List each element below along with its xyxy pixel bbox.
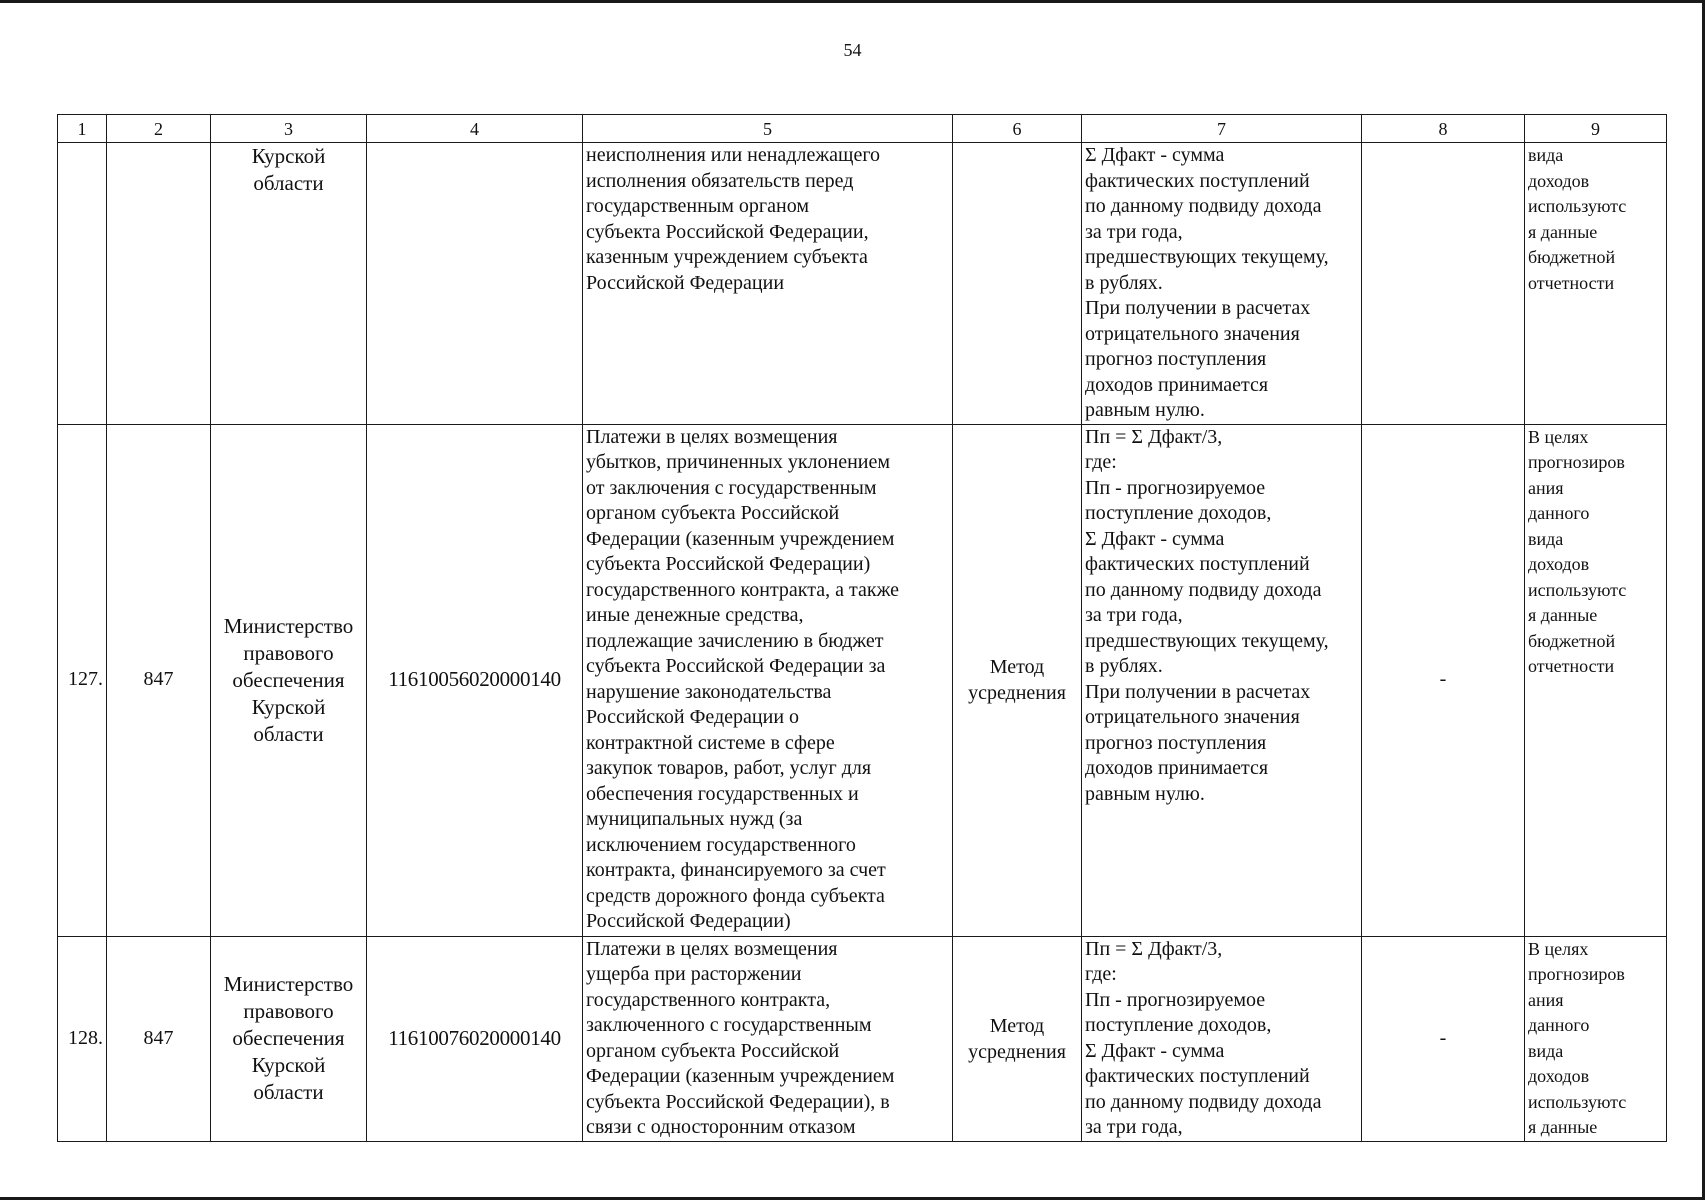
column-number: 9 xyxy=(1525,115,1667,143)
row-number-cell xyxy=(58,143,107,425)
column-number: 8 xyxy=(1362,115,1525,143)
column-number: 7 xyxy=(1082,115,1362,143)
column-8-cell: - xyxy=(1362,424,1525,936)
formula-cell: Пп = Σ Дфакт/3, где: Пп - прогнозируемое поступление доходов, Σ Дфакт - сумма фактических поступлений по данному подвиду дохода за три года, предшествующих текущему, в рублях. При получении в расчетах отрицательного значения прогноз поступления доходов принимается равным нулю. xyxy=(1082,424,1362,936)
method-cell: Метод усреднения xyxy=(953,936,1082,1141)
revenue-name-cell: Платежи в целях возмещения убытков, причиненных уклонением от заключения с государственным органом субъекта Российской Федерации (казенным учреждением субъекта Российской Федерации) государственного контракта, а также иные денежные средства, подлежащие зачислению в бюджет субъекта Российской Федерации за нарушение законодательства Российской Федерации о контрактной системе в сфере закупок товаров, работ, услуг для обеспечения государственных и муниципальных нужд (за исключением государственного контракта, финансируемого за счет средств дорожного фонда субъекта Российской Федерации) xyxy=(583,424,953,936)
column-number: 5 xyxy=(583,115,953,143)
revenue-forecast-table xyxy=(57,114,1667,1142)
admin-code-cell: 847 xyxy=(107,424,211,936)
column-number: 6 xyxy=(953,115,1082,143)
method-cell: Метод усреднения xyxy=(953,424,1082,936)
data-source-cell: В целях прогнозиров ания данного вида доходов используютс я данные бюджетной отчетности xyxy=(1525,424,1667,936)
formula-cell: Σ Дфакт - сумма фактических поступлений по данному подвиду дохода за три года, предшествующих текущему, в рублях. При получении в расчетах отрицательного значения прогноз поступления доходов принимается равным нулю. xyxy=(1082,143,1362,425)
column-number: 1 xyxy=(58,115,107,143)
administrator-cell: Министерство правового обеспечения Курской области xyxy=(211,424,367,936)
table-row xyxy=(58,936,1667,1141)
table-row xyxy=(58,143,1667,425)
row-number-cell: 128. xyxy=(58,936,107,1141)
table-row xyxy=(58,424,1667,936)
budget-code-cell xyxy=(367,143,583,425)
method-cell xyxy=(953,143,1082,425)
page-number: 54 xyxy=(843,40,862,60)
budget-code-cell: 11610076020000140 xyxy=(367,936,583,1141)
revenue-name-cell: неисполнения или ненадлежащего исполнения обязательств перед государственным органом субъекта Российской Федерации, казенным учреждением субъекта Российской Федерации xyxy=(583,143,953,425)
column-8-cell xyxy=(1362,143,1525,425)
column-number: 3 xyxy=(211,115,367,143)
admin-code-cell xyxy=(107,143,211,425)
row-number-cell: 127. xyxy=(58,424,107,936)
admin-code-cell: 847 xyxy=(107,936,211,1141)
column-number-header xyxy=(58,115,1667,143)
data-source-cell: В целях прогнозиров ания данного вида доходов используютс я данные xyxy=(1525,936,1667,1141)
data-source-cell: вида доходов используютс я данные бюджетной отчетности xyxy=(1525,143,1667,425)
administrator-cell: Министерство правового обеспечения Курской области xyxy=(211,936,367,1141)
budget-code-cell: 11610056020000140 xyxy=(367,424,583,936)
administrator-cell: Курской области xyxy=(211,143,367,425)
column-number: 2 xyxy=(107,115,211,143)
column-8-cell: - xyxy=(1362,936,1525,1141)
revenue-name-cell: Платежи в целях возмещения ущерба при расторжении государственного контракта, заключенного с государственным органом субъекта Российской Федерации (казенным учреждением субъекта Российской Федерации), в связи с односторонним отказом xyxy=(583,936,953,1141)
formula-cell: Пп = Σ Дфакт/3, где: Пп - прогнозируемое поступление доходов, Σ Дфакт - сумма фактических поступлений по данному подвиду дохода за три года, xyxy=(1082,936,1362,1141)
column-number: 4 xyxy=(367,115,583,143)
